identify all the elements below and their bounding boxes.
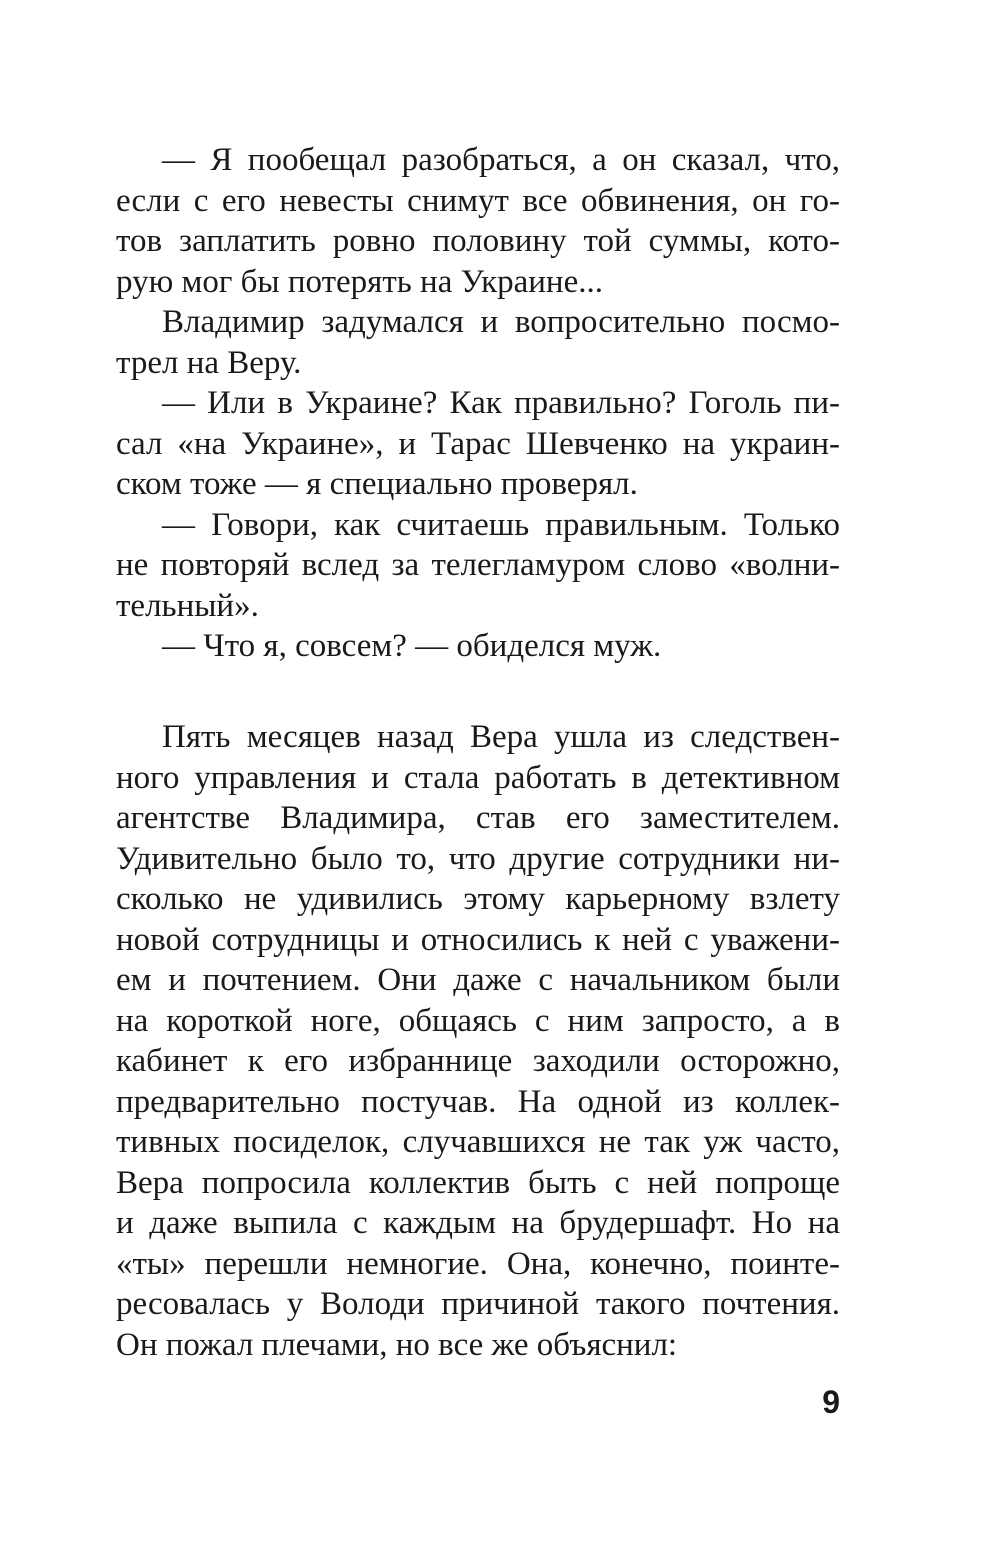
text-line: ском тоже — я специально проверял. <box>116 466 638 502</box>
text-line: Владимир задумался и вопросительно посмо- <box>162 304 840 340</box>
text-line: тивных посиделок, случавшихся не так уж часто, <box>116 1124 840 1160</box>
text-line: — Я пообещал разобраться, а он сказал, что, <box>162 142 840 178</box>
text-line: — Или в Украине? Как правильно? Гоголь пи- <box>162 385 840 421</box>
text-line: кабинет к его избраннице заходили осторожно, <box>116 1043 840 1079</box>
text-line: Он пожал плечами, но все же объяснил: <box>116 1326 678 1363</box>
text-line: «ты» перешли немногие. Она, конечно, поинте- <box>116 1245 840 1282</box>
narrative-paragraph <box>116 717 840 1365</box>
text-line: агентстве Владимира, став его заместителем. <box>116 800 840 836</box>
text-line: предварительно постучав. На одной из коллек- <box>116 1083 840 1120</box>
text-line: трел на Веру. <box>116 344 302 381</box>
text-line: на короткой ноге, общаясь с ним запросто, а в <box>116 1002 840 1039</box>
text-line: Вера попросила коллектив быть с ней попроще <box>116 1164 840 1201</box>
text-line: если с его невесты снимут все обвинения, он го- <box>116 182 840 219</box>
text-line: Удивительно было то, что другие сотрудники ни- <box>116 840 840 877</box>
text-line: тельный». <box>116 587 259 624</box>
text-line: Пять месяцев назад Вера ушла из следствен- <box>162 719 840 755</box>
text-line: — Что я, совсем? — обиделся муж. <box>162 628 662 664</box>
text-line: — Говори, как считаешь правильным. Только <box>162 506 840 543</box>
text-line: не повторяй вслед за телегламуром слово «волни- <box>116 547 840 583</box>
text-line: ем и почтением. Они даже с начальником были <box>116 962 840 998</box>
text-line: тов заплатить ровно половину той суммы, кото- <box>116 223 840 259</box>
text-line: ного управления и стала работать в детективном <box>116 759 840 796</box>
text-line: сколько не удивились этому карьерному взлету <box>116 881 840 917</box>
text-line: ресовалась у Володи причиной такого почтения. <box>116 1286 840 1322</box>
text-line: новой сотрудницы и относились к ней с уважени- <box>116 921 840 958</box>
page-number: 9 <box>822 1384 840 1420</box>
text-line: и даже выпила с каждым на брудершафт. Но на <box>116 1205 840 1241</box>
dialogue-section <box>116 140 840 667</box>
text-line: сал «на Украине», и Тарас Шевченко на украин- <box>116 425 840 462</box>
text-line: рую мог бы потерять на Украине... <box>116 263 603 300</box>
